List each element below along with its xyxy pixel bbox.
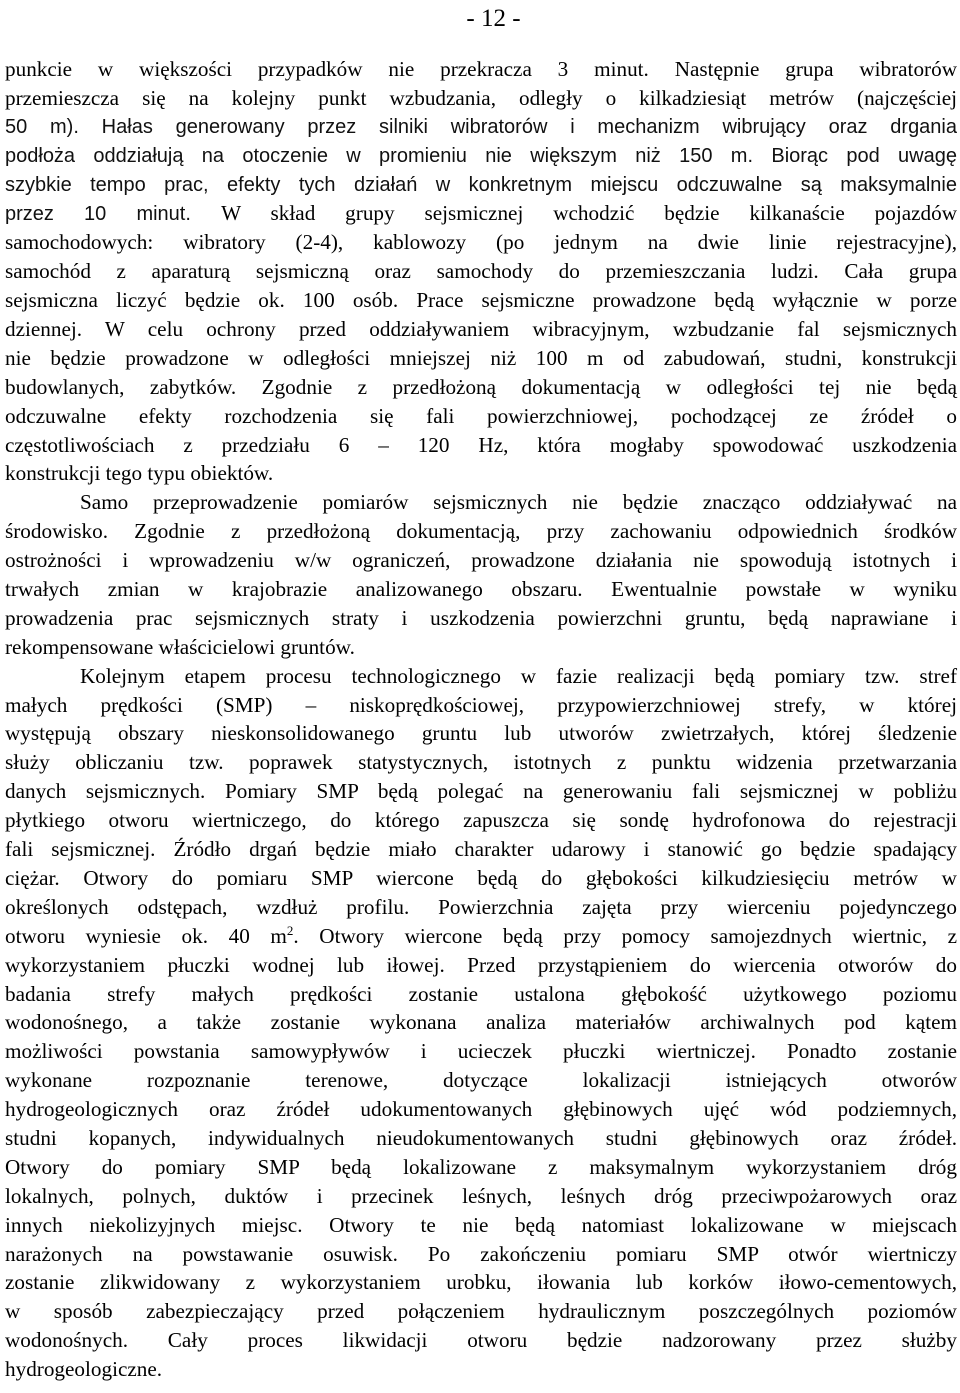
text-segment: W skład grupy sejsmicznej wchodzić będzie kilkanaście pojazdów [221,201,958,226]
text-line: ciężar. Otwory do pomiaru SMP wiercone będą do głębokości kilkudziesięciu metrów w [5,865,957,890]
text-line: 50 m). Hałas generowany przez silniki wibratorów i mechanizm wibrujący oraz drgania [5,115,957,138]
text-line: częstotliwościach z przedziału 6 – 120 Hz, która mogłaby spowodować uszkodzenia [5,432,957,457]
text-line: punkcie w większości przypadków nie przekracza 3 minut. Następnie grupa wibratorów [5,57,957,81]
text-line: konstrukcji tego typu obiektów. [5,461,274,486]
text-line: przemieszcza się na kolejny punkt wzbudzania, odległy o kilkadziesiąt metrów (najczęściej [5,85,957,110]
text-line: występują obszary nieskonsolidowanego gruntu lub utworów zwietrzałych, której śledzenie [5,721,957,746]
text-line: dziennej. W celu ochrony przed oddziaływaniem wibracyjnym, wzbudzanie fal sejsmicznych [5,317,957,342]
document-body [5,55,957,1384]
text-line: Samo przeprowadzenie pomiarów sejsmicznych nie będzie znacząco oddziaływać na [80,490,957,515]
text-line: lokalnych, polnych, duktów i przecinek leśnych, leśnych dróg przeciwpożarowych oraz [5,1183,957,1208]
text-line: narażonych na powstawanie osuwisk. Po zakończeniu pomiaru SMP otwór wiertniczy [5,1241,957,1266]
text-line: hydrogeologiczne. [5,1357,163,1382]
page-number: - 12 - [466,5,521,32]
text-line: rekompensowane właścicielowi gruntów. [5,634,355,659]
text-line: innych niekolizyjnych miejsc. Otwory te nie będą natomiast lokalizowane w miejscach [5,1212,957,1237]
text-line: hydrogeologicznych oraz źródeł udokumentowanych głębinowych ujęć wód podziemnych, [5,1097,957,1122]
text-line: samochodowych: wibratory (2-4), kablowozy (po jednym na dwie linie rejestracyjne), [5,230,957,255]
text-line: prowadzenia prac sejsmicznych straty i uszkodzenia powierzchni gruntu, będą naprawiane i [5,605,957,630]
text-line: studni kopanych, indywidualnych nieudokumentowanych studni głębinowych oraz źródeł. [5,1125,957,1150]
text-line [5,922,957,951]
superscript: 2 [286,922,294,938]
text-line: badania strefy małych prędkości zostanie ustalona głębokość użytkowego poziomu [5,981,957,1006]
text-line: możliwości powstania samowypływów i ucieczek płuczki wiertniczej. Ponadto zostanie [5,1039,957,1064]
text-line [5,199,957,228]
text-line: wodonośnego, a także zostanie wykonana analiza materiałów archiwalnych pod kątem [5,1010,957,1035]
text-line: płytkiego otworu wiertniczego, do którego zapuszcza się sondę hydrofonowa do rejestracji [5,808,957,833]
text-line: szybkie tempo prac, efekty tych działań w konkretnym miejscu odczuwalne są maksymalnie [5,173,957,196]
text-line: budowlanych, zabytków. Zgodnie z przedłożoną dokumentacją w odległości tej nie będą [5,374,957,399]
text-line: służy obliczaniu tzw. poprawek statystycznych, istotnych z punktu widzenia przetwarzania [5,750,957,775]
text-segment: . Otwory wiercone będą przy pomocy samojezdnych wiertnic, z [293,923,958,948]
text-segment: przez 10 minut. [5,203,222,226]
text-line: Otwory do pomiary SMP będą lokalizowane z maksymalnym wykorzystaniem dróg [5,1154,957,1179]
text-segment: otworu wyniesie ok. 40 m [5,923,287,948]
text-line: w sposób zabezpieczający przed połączeniem hydraulicznym poszczególnych poziomów [5,1299,957,1324]
text-line: podłoża oddziałują na otoczenie w promieniu nie większym niż 150 m. Biorąc pod uwagę [5,144,957,167]
text-line: nie będzie prowadzone w odległości mniejszej niż 100 m od zabudowań, studni, konstrukcji [5,345,957,370]
text-line: odczuwalne efekty rozchodzenia się fali powierzchniowej, pochodzącej ze źródeł o [5,403,957,428]
text-line: określonych odstępach, wzdłuż profilu. Powierzchnia zajęta przy wierceniu pojedynczego [5,894,957,919]
text-line: sejsmiczna liczyć będzie ok. 100 osób. Prace sejsmiczne prowadzone będą wyłącznie w porze [5,288,957,313]
text-line: samochód z aparaturą sejsmiczną oraz samochody do przemieszczania ludzi. Cała grupa [5,259,957,284]
text-line: danych sejsmicznych. Pomiary SMP będą polegać na generowaniu fali sejsmicznej w pobliżu [5,779,957,804]
text-line: wykorzystaniem płuczki wodnej lub iłowej. Przed przystąpieniem do wiercenia otworów do [5,952,957,977]
text-line: zostanie zlikwidowany z wykorzystaniem urobku, iłowania lub korków iłowo-cementowych, [5,1270,957,1295]
text-line: wodonośnych. Cały proces likwidacji otworu będzie nadzorowany przez służby [5,1328,957,1353]
text-line: wykonane rozpoznanie terenowe, dotyczące lokalizacji istniejących otworów [5,1068,957,1093]
text-line: trwałych zmian w krajobrazie analizowanego obszaru. Ewentualnie powstałe w wyniku [5,577,957,602]
text-line: Kolejnym etapem procesu technologicznego w fazie realizacji będą pomiary tzw. stref [80,663,957,688]
text-line: ostrożności i wprowadzeniu w/w ograniczeń, prowadzone działania nie spowodują istotnych i [5,548,957,573]
text-line: środowisko. Zgodnie z przedłożoną dokumentacją, przy zachowaniu odpowiednich środków [5,519,957,544]
text-line: fali sejsmicznej. Źródło drgań będzie miało charakter udarowy i stanowić go będzie spadający [5,837,957,862]
text-line: małych prędkości (SMP) – niskoprędkościowej, przypowierzchniowej strefy, w której [5,692,957,717]
